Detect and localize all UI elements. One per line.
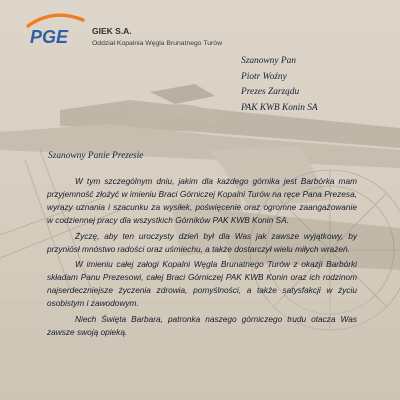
recipient-address	[241, 54, 318, 116]
pge-logo	[13, 10, 93, 46]
pge-logo-text: PGE	[30, 27, 69, 46]
company-name: GIEK S.A.	[92, 26, 132, 36]
address-line: Prezes Zarządu	[241, 87, 300, 98]
address-line: Szanowny Pan	[241, 56, 296, 66]
letter-body	[47, 175, 357, 342]
address-line: Piotr Woźny	[241, 71, 287, 82]
letter-paragraph: W imieniu całej załogi Kopalni Węgla Brunatnego Turów z okazji Barbórki składam Panu Prezesowi, całej Braci Górniczej PAK KWB Konin oraz ich rodzinom najserdeczniejsze życzenia zdrowia, pomyślności, a także satysfakcji w życiu osobistym i zawodowym.	[47, 259, 357, 309]
division-name: Oddział Kopalnia Węgla Brunatnego Turów	[92, 40, 222, 47]
salutation: Szanowny Panie Prezesie	[48, 151, 144, 161]
address-line: PAK KWB Konin SA	[241, 102, 318, 113]
letter-paragraph: Niech Święta Barbara, patronka naszego górniczego trudu otacza Was zawsze swoją opieką.	[47, 314, 357, 337]
letter-paragraph: Życzę, aby ten uroczysty dzień był dla Was jak zawsze wyjątkowy, by przyniósł mnóstwo radości oraz uśmiechu, a także dostarczył wielu miłych wrażeń.	[47, 230, 357, 254]
letter-paragraph: W tym szczególnym dniu, jakim dla każdego górnika jest Barbórka mam przyjemność złożyć w imieniu Braci Górniczej Kopalni Turów na ręce Pana Prezesa, wyrazy uznania i szacunku za wysiłek, poświęcenie oraz ogromne zaangażowanie w codziennej pracy dla wszystkich Górników PAK KWB Konin SA.	[47, 176, 357, 225]
